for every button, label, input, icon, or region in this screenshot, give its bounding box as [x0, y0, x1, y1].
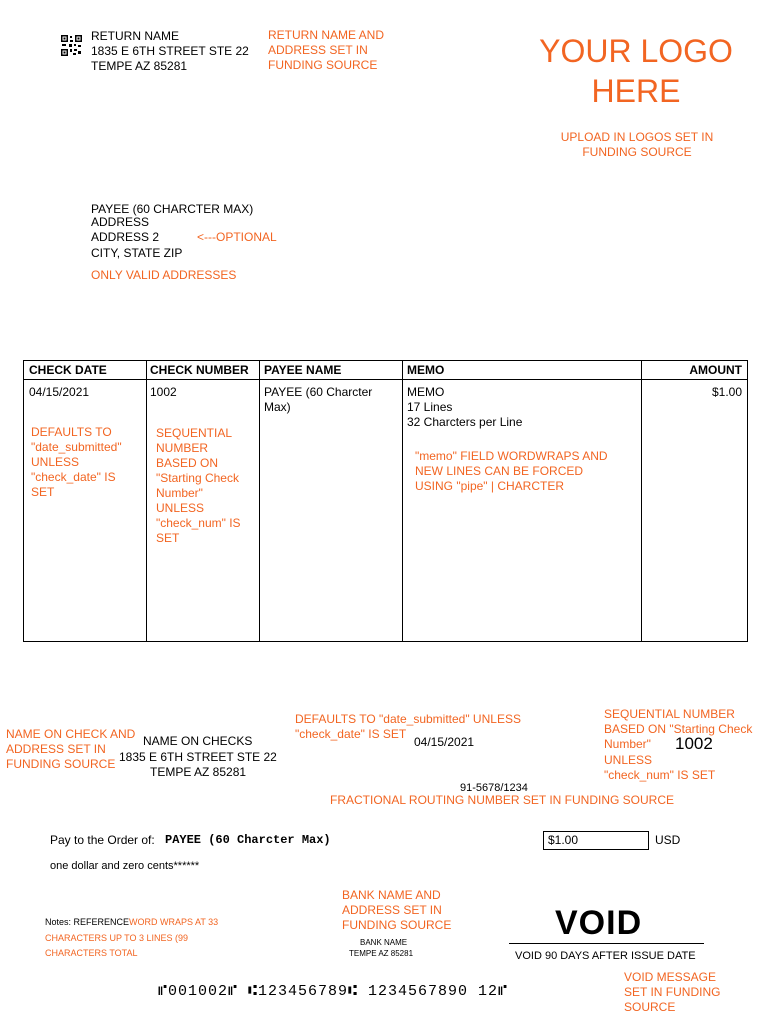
- amount-in-words: one dollar and zero cents******: [50, 860, 200, 872]
- check-stub-table: [23, 360, 748, 642]
- notes-note-line1: WORD WRAPS AT 33: [129, 917, 219, 927]
- check-number-note: SEQUENTIAL NUMBER BASED ON "Starting Check: [604, 707, 753, 736]
- header-check-number: CHECK NUMBER: [150, 363, 249, 377]
- payee-address-line3: ADDRESS 2: [91, 230, 160, 244]
- payee-address-line2: ADDRESS: [91, 215, 150, 229]
- bank-city: TEMPE AZ 85281: [349, 949, 414, 958]
- cell-memo: MEMO 17 Lines 32 Charcters per Line: [407, 385, 523, 429]
- cell-amount: $1.00: [711, 385, 742, 399]
- date-default-note: DEFAULTS TO "date_submitted" UNLESS "check_date" IS SET: [31, 425, 122, 499]
- header-payee-name: PAYEE NAME: [264, 363, 342, 377]
- header-memo: MEMO: [407, 363, 445, 377]
- notes-note-line2: CHARACTERS UP TO 3 LINES (99 CHARACTERS TOTAL: [45, 933, 189, 958]
- cell-payee-name: PAYEE (60 Charcter Max): [264, 385, 373, 414]
- currency-label: USD: [655, 833, 681, 847]
- cell-check-date: 04/15/2021: [29, 385, 90, 399]
- header-divider: [24, 379, 747, 380]
- logo-note: UPLOAD IN LOGOS SET IN FUNDING SOURCE: [560, 130, 714, 159]
- notes-label: Notes: REFERENCE: [45, 917, 130, 927]
- bank-name: BANK NAME: [360, 938, 408, 947]
- column-divider: [402, 361, 403, 641]
- void-signature-line: [509, 943, 704, 944]
- column-divider: [259, 361, 260, 641]
- micr-line: ⑈001002⑈ ⑆123456789⑆ 1234567890 12⑈: [158, 983, 509, 1000]
- fractional-routing-note: FRACTIONAL ROUTING NUMBER SET IN FUNDING SOURCE: [330, 793, 675, 807]
- memo-wordwrap-note: "memo" FIELD WORDWRAPS AND NEW LINES CAN BE FORCED USING "pipe" | CHARCTER: [415, 449, 608, 493]
- check-number-note-label: Number": [604, 737, 651, 751]
- column-divider: [146, 361, 147, 641]
- cell-check-number: 1002: [150, 385, 177, 399]
- pay-to-label: Pay to the Order of:: [50, 833, 155, 847]
- return-address: RETURN NAME 1835 E 6TH STREET STE 22 TEMPE AZ 85281: [91, 29, 249, 73]
- check-date-note: DEFAULTS TO "date_submitted" UNLESS "check_date" IS SET: [295, 712, 521, 741]
- number-sequence-note: SEQUENTIAL NUMBER BASED ON "Starting Check Number" UNLESS "check_num" IS SET: [156, 426, 241, 545]
- check-name-line3: TEMPE AZ 85281: [150, 765, 247, 779]
- check-name-line1: NAME ON CHECKS: [143, 734, 253, 748]
- check-date: 04/15/2021: [414, 735, 475, 749]
- void-message: VOID 90 DAYS AFTER ISSUE DATE: [515, 950, 696, 962]
- check-amount-box: $1.00: [543, 831, 649, 850]
- qr-code-icon: [61, 35, 82, 56]
- column-divider: [641, 361, 642, 641]
- check-number: 1002: [675, 734, 713, 753]
- header-amount: AMOUNT: [689, 363, 742, 377]
- check-number-note-bottom: UNLESS "check_num" IS SET: [604, 753, 716, 782]
- check-payee: PAYEE (60 Charcter Max): [165, 833, 331, 847]
- fractional-routing-number: 91-5678/1234: [460, 782, 528, 794]
- return-address-note: RETURN NAME AND ADDRESS SET IN FUNDING SOURCE: [268, 28, 385, 72]
- check-name-note: NAME ON CHECK AND ADDRESS SET IN FUNDING SOURCE: [6, 727, 136, 771]
- check-name-line2: 1835 E 6TH STREET STE 22: [119, 750, 277, 764]
- payee-address-line4: CITY, STATE ZIP: [91, 246, 183, 260]
- logo-placeholder: YOUR LOGO HERE: [539, 33, 733, 109]
- header-check-date: CHECK DATE: [29, 363, 107, 377]
- valid-address-note: ONLY VALID ADDRESSES: [91, 268, 237, 282]
- void-stamp: VOID: [555, 904, 643, 942]
- payee-address-line1: PAYEE (60 CHARCTER MAX): [91, 202, 254, 216]
- bank-note: BANK NAME AND ADDRESS SET IN FUNDING SOURCE: [342, 888, 452, 932]
- optional-note: <---OPTIONAL: [197, 230, 277, 244]
- void-message-note: VOID MESSAGE SET IN FUNDING SOURCE: [624, 970, 721, 1014]
